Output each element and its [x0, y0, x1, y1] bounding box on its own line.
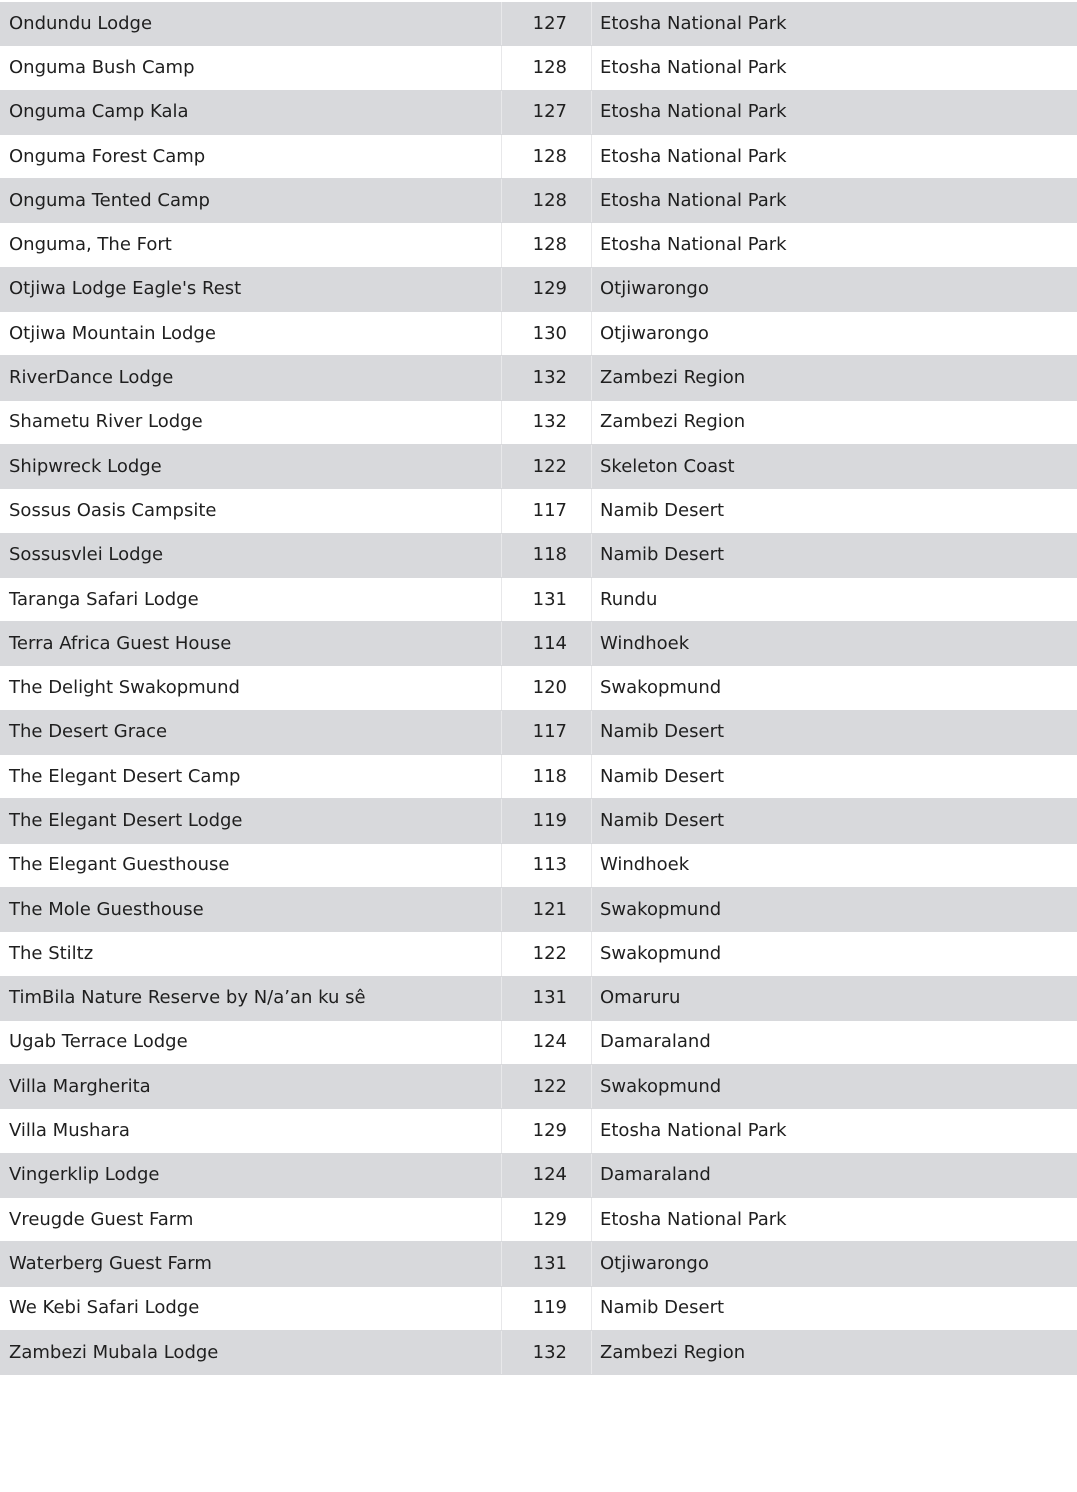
lodge-name-cell: Onguma, The Fort: [0, 223, 502, 267]
lodge-name-cell: Otjiwa Mountain Lodge: [0, 312, 502, 356]
page-number-cell: 127: [502, 2, 592, 46]
table-row: [0, 1153, 1077, 1197]
lodge-name-cell: Onguma Camp Kala: [0, 90, 502, 134]
region-cell: Etosha National Park: [592, 46, 1077, 90]
region-cell: Etosha National Park: [592, 179, 1077, 223]
lodge-name-cell: Onguma Bush Camp: [0, 46, 502, 90]
page-number-cell: 129: [502, 267, 592, 311]
lodge-name-cell: TimBila Nature Reserve by N/a’an ku sê: [0, 976, 502, 1020]
table-row: [0, 1065, 1077, 1109]
lodge-name-cell: Villa Mushara: [0, 1109, 502, 1153]
page-number-cell: 128: [502, 134, 592, 178]
table-row: [0, 843, 1077, 887]
table-row: [0, 976, 1077, 1020]
region-cell: Rundu: [592, 577, 1077, 621]
table-row: [0, 267, 1077, 311]
region-cell: Windhoek: [592, 622, 1077, 666]
page-number-cell: 132: [502, 356, 592, 400]
page-number-cell: 113: [502, 843, 592, 887]
lodge-name-cell: The Delight Swakopmund: [0, 666, 502, 710]
lodge-name-cell: Vreugde Guest Farm: [0, 1198, 502, 1242]
table-row: [0, 179, 1077, 223]
table-row: [0, 1198, 1077, 1242]
region-cell: Damaraland: [592, 1153, 1077, 1197]
table-row: [0, 2, 1077, 46]
page-number-cell: 129: [502, 1109, 592, 1153]
table-row: [0, 1286, 1077, 1330]
region-cell: Damaraland: [592, 1020, 1077, 1064]
region-cell: Swakopmund: [592, 887, 1077, 931]
page-number-cell: 124: [502, 1153, 592, 1197]
table-row: [0, 312, 1077, 356]
table-row: [0, 622, 1077, 666]
table-row: [0, 223, 1077, 267]
table-row: [0, 1242, 1077, 1286]
page-number-cell: 128: [502, 46, 592, 90]
region-cell: Etosha National Park: [592, 1198, 1077, 1242]
page-number-cell: 127: [502, 90, 592, 134]
region-cell: Etosha National Park: [592, 90, 1077, 134]
page-number-cell: 129: [502, 1198, 592, 1242]
page-number-cell: 118: [502, 533, 592, 577]
region-cell: Omaruru: [592, 976, 1077, 1020]
table-row: [0, 400, 1077, 444]
lodge-name-cell: Villa Margherita: [0, 1065, 502, 1109]
region-cell: Otjiwarongo: [592, 1242, 1077, 1286]
lodge-name-cell: Otjiwa Lodge Eagle's Rest: [0, 267, 502, 311]
page-number-cell: 130: [502, 312, 592, 356]
page-number-cell: 131: [502, 1242, 592, 1286]
table-row: [0, 444, 1077, 488]
page-number-cell: 122: [502, 932, 592, 976]
region-cell: Etosha National Park: [592, 1109, 1077, 1153]
page-number-cell: 120: [502, 666, 592, 710]
lodge-name-cell: Vingerklip Lodge: [0, 1153, 502, 1197]
page-number-cell: 114: [502, 622, 592, 666]
lodge-name-cell: Taranga Safari Lodge: [0, 577, 502, 621]
table-row: [0, 755, 1077, 799]
table-row: [0, 489, 1077, 533]
region-cell: Zambezi Region: [592, 356, 1077, 400]
page-number-cell: 118: [502, 755, 592, 799]
table-row: [0, 710, 1077, 754]
region-cell: Swakopmund: [592, 932, 1077, 976]
lodge-name-cell: Ugab Terrace Lodge: [0, 1020, 502, 1064]
table-row: [0, 799, 1077, 843]
lodge-name-cell: Onguma Forest Camp: [0, 134, 502, 178]
lodge-name-cell: RiverDance Lodge: [0, 356, 502, 400]
lodge-name-cell: The Mole Guesthouse: [0, 887, 502, 931]
lodge-name-cell: Sossus Oasis Campsite: [0, 489, 502, 533]
lodge-name-cell: Onguma Tented Camp: [0, 179, 502, 223]
page-number-cell: 132: [502, 1330, 592, 1374]
page-number-cell: 128: [502, 179, 592, 223]
page-number-cell: 119: [502, 1286, 592, 1330]
table-row: [0, 134, 1077, 178]
lodge-name-cell: Shametu River Lodge: [0, 400, 502, 444]
lodge-name-cell: The Elegant Guesthouse: [0, 843, 502, 887]
page-number-cell: 131: [502, 976, 592, 1020]
region-cell: Swakopmund: [592, 1065, 1077, 1109]
lodge-index-table: [0, 2, 1077, 1375]
table-row: [0, 46, 1077, 90]
page-number-cell: 117: [502, 489, 592, 533]
lodge-name-cell: Ondundu Lodge: [0, 2, 502, 46]
lodge-name-cell: Zambezi Mubala Lodge: [0, 1330, 502, 1374]
page-number-cell: 122: [502, 1065, 592, 1109]
table-row: [0, 356, 1077, 400]
region-cell: Zambezi Region: [592, 400, 1077, 444]
lodge-name-cell: Shipwreck Lodge: [0, 444, 502, 488]
region-cell: Namib Desert: [592, 755, 1077, 799]
lodge-name-cell: We Kebi Safari Lodge: [0, 1286, 502, 1330]
region-cell: Namib Desert: [592, 533, 1077, 577]
table-row: [0, 577, 1077, 621]
table-row: [0, 533, 1077, 577]
table-row: [0, 1020, 1077, 1064]
page-number-cell: 121: [502, 887, 592, 931]
region-cell: Namib Desert: [592, 710, 1077, 754]
page-number-cell: 119: [502, 799, 592, 843]
lodge-index-body: [0, 2, 1077, 1375]
page-number-cell: 131: [502, 577, 592, 621]
table-row: [0, 887, 1077, 931]
table-row: [0, 932, 1077, 976]
page-number-cell: 132: [502, 400, 592, 444]
page-number-cell: 122: [502, 444, 592, 488]
region-cell: Zambezi Region: [592, 1330, 1077, 1374]
region-cell: Etosha National Park: [592, 223, 1077, 267]
lodge-index-table-wrapper: [0, 2, 1077, 1375]
region-cell: Otjiwarongo: [592, 312, 1077, 356]
page-number-cell: 128: [502, 223, 592, 267]
region-cell: Windhoek: [592, 843, 1077, 887]
lodge-name-cell: Sossusvlei Lodge: [0, 533, 502, 577]
lodge-name-cell: Terra Africa Guest House: [0, 622, 502, 666]
lodge-name-cell: The Stiltz: [0, 932, 502, 976]
region-cell: Etosha National Park: [592, 134, 1077, 178]
lodge-name-cell: The Elegant Desert Camp: [0, 755, 502, 799]
lodge-name-cell: Waterberg Guest Farm: [0, 1242, 502, 1286]
table-row: [0, 666, 1077, 710]
region-cell: Otjiwarongo: [592, 267, 1077, 311]
region-cell: Namib Desert: [592, 489, 1077, 533]
lodge-name-cell: The Desert Grace: [0, 710, 502, 754]
region-cell: Skeleton Coast: [592, 444, 1077, 488]
table-row: [0, 90, 1077, 134]
region-cell: Etosha National Park: [592, 2, 1077, 46]
region-cell: Swakopmund: [592, 666, 1077, 710]
table-row: [0, 1109, 1077, 1153]
region-cell: Namib Desert: [592, 1286, 1077, 1330]
region-cell: Namib Desert: [592, 799, 1077, 843]
table-row: [0, 1330, 1077, 1374]
page-number-cell: 124: [502, 1020, 592, 1064]
lodge-name-cell: The Elegant Desert Lodge: [0, 799, 502, 843]
page-number-cell: 117: [502, 710, 592, 754]
